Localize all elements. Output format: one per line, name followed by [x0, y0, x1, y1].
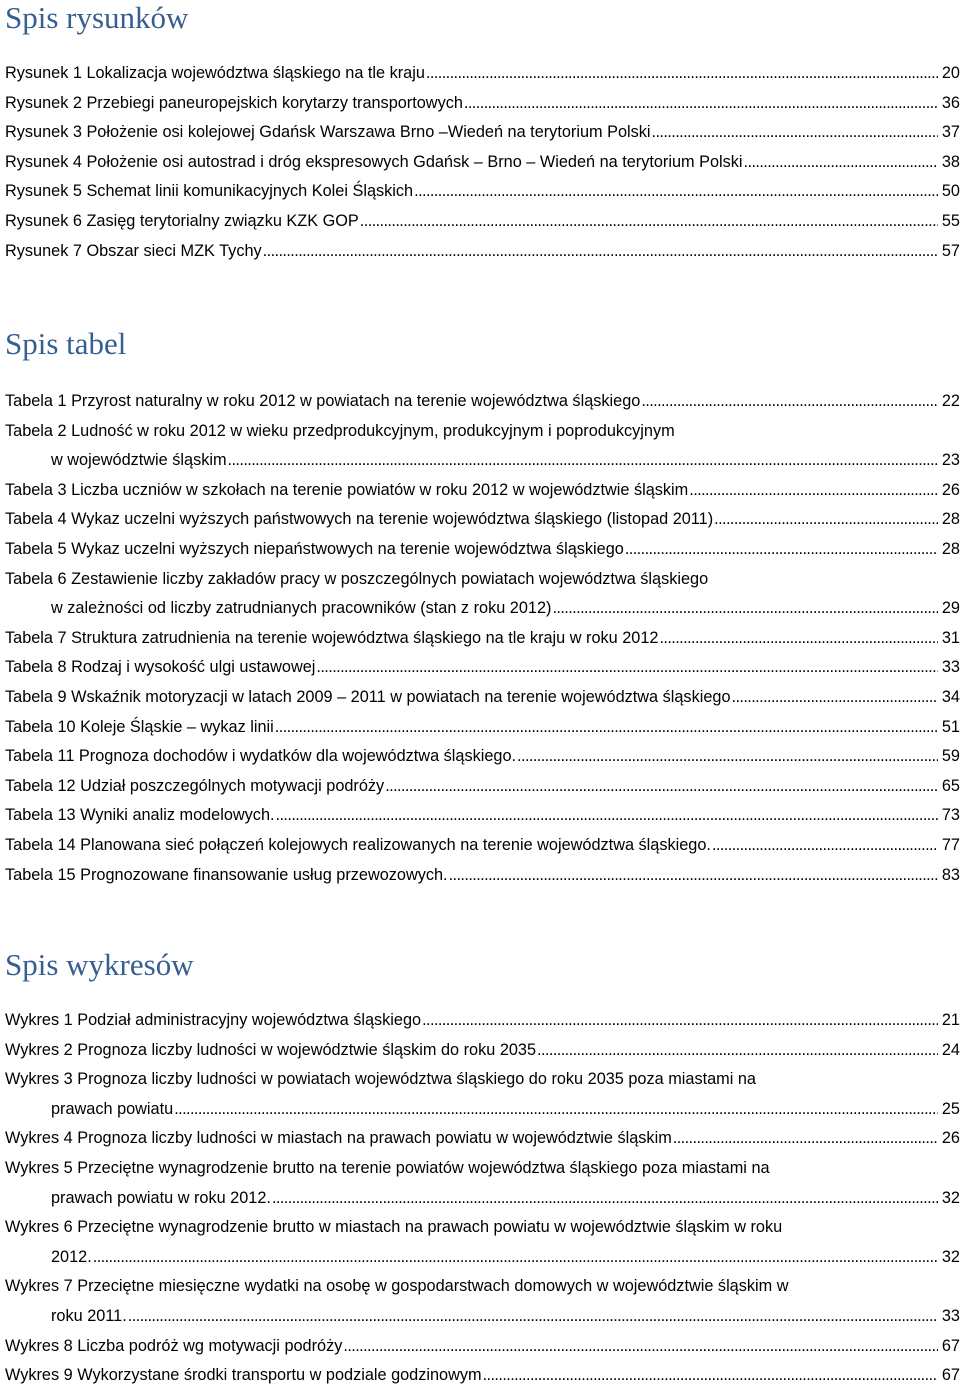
- dot-leader: [422, 1006, 938, 1036]
- table-page-number: 77: [941, 836, 960, 854]
- dot-leader: [464, 89, 938, 119]
- table-entry[interactable]: [5, 801, 960, 831]
- chart-entry-text: 2012.: [51, 1247, 92, 1266]
- table-entry[interactable]: [5, 387, 960, 417]
- chart-page-number: 32: [941, 1188, 960, 1207]
- chart-entry-text: Wykres 3 Prognoza liczby ludności w powiatach województwa śląskiego do roku 2035 poza miastami na: [5, 1070, 756, 1089]
- dot-leader: [228, 446, 938, 476]
- table-entry[interactable]: [5, 535, 960, 565]
- table-entry-text: Tabela 5 Wykaz uczelni wyższych niepaństwowych na terenie województwa śląskiego: [5, 540, 624, 558]
- figure-entry[interactable]: [5, 59, 960, 89]
- dot-leader: [275, 713, 938, 743]
- figure-page-number: 57: [941, 241, 960, 260]
- chart-entry-text: Wykres 6 Przeciętne wynagrodzenie brutto w miastach na prawach powiatu w województwie śląskim w roku: [5, 1218, 783, 1237]
- figure-entry-text: Rysunek 4 Położenie osi autostrad i dróg ekspresowych Gdańsk – Brno – Wiedeń na terytorium Polski: [5, 152, 743, 171]
- chart-entry[interactable]: [5, 1036, 960, 1066]
- figure-page-number: 37: [941, 123, 960, 142]
- dot-leader: [714, 505, 938, 535]
- dot-leader: [689, 476, 938, 506]
- chart-entry-text: prawach powiatu w roku 2012.: [51, 1188, 271, 1207]
- table-entry[interactable]: [5, 772, 960, 802]
- dot-leader: [272, 1184, 938, 1214]
- dot-leader: [343, 1332, 938, 1362]
- table-page-number: 33: [941, 658, 960, 677]
- figure-page-number: 50: [941, 182, 960, 201]
- table-entry-text: Tabela 14 Planowana sieć połączeń kolejowych realizowanych na terenie województwa śląskiego.: [5, 836, 711, 854]
- dot-leader: [732, 683, 939, 713]
- table-entry-text: Tabela 13 Wyniki analiz modelowych.: [5, 806, 275, 825]
- table-entry-text: w zależności od liczby zatrudnianych pracowników (stan z roku 2012): [51, 599, 552, 618]
- heading-tables: Spis tabel: [5, 326, 127, 361]
- heading-charts: Spis wykresów: [5, 947, 194, 982]
- table-page-number: 28: [941, 510, 960, 529]
- table-page-number: 65: [941, 776, 960, 795]
- table-entry[interactable]: [5, 713, 960, 743]
- dot-leader: [93, 1243, 938, 1273]
- table-entry-text: Tabela 1 Przyrost naturalny w roku 2012 w powiatach na terenie województwa śląskiego: [5, 392, 641, 410]
- dot-leader: [659, 624, 938, 654]
- dot-leader: [552, 594, 938, 624]
- dot-leader: [744, 148, 938, 178]
- table-entry-text: Tabela 10 Koleje Śląskie – wykaz linii: [5, 717, 274, 736]
- chart-entry[interactable]: [5, 1154, 960, 1213]
- dot-leader: [625, 535, 938, 565]
- chart-page-number: 67: [941, 1366, 960, 1385]
- chart-page-number: 67: [941, 1336, 960, 1355]
- table-page-number: 73: [941, 806, 960, 825]
- table-page-number: 51: [941, 717, 960, 736]
- table-entry-text: Tabela 7 Struktura zatrudnienia na terenie województwa śląskiego na tle kraju w roku 2012: [5, 628, 659, 647]
- chart-entry-text: Wykres 1 Podział administracyjny województwa śląskiego: [5, 1011, 422, 1029]
- table-page-number: 28: [941, 540, 960, 558]
- chart-entry-text: Wykres 7 Przeciętne miesięczne wydatki na osobę w gospodarstwach domowych w województwie śląskim w: [5, 1277, 789, 1296]
- table-page-number: 34: [941, 688, 960, 706]
- table-page-number: 59: [941, 747, 960, 766]
- heading-figures: Spis rysunków: [5, 0, 189, 35]
- dot-leader: [174, 1095, 938, 1125]
- dot-leader: [128, 1302, 938, 1332]
- figure-entry-text: Rysunek 7 Obszar sieci MZK Tychy: [5, 241, 262, 260]
- chart-entry-text: Wykres 4 Prognoza liczby ludności w miastach na prawach powiatu w województwie śląskim: [5, 1129, 672, 1148]
- table-entry[interactable]: [5, 565, 960, 624]
- figure-page-number: 55: [941, 212, 960, 230]
- table-page-number: 31: [941, 628, 960, 647]
- table-page-number: 29: [941, 599, 960, 618]
- table-entry[interactable]: [5, 624, 960, 654]
- chart-entry[interactable]: [5, 1065, 960, 1124]
- chart-entry-text: Wykres 5 Przeciętne wynagrodzenie brutto na terenie powiatów województwa śląskiego poza miastami na: [5, 1159, 770, 1177]
- dot-leader: [385, 772, 938, 802]
- chart-entry-text: Wykres 8 Liczba podróż wg motywacji podróży: [5, 1336, 343, 1355]
- chart-entry[interactable]: [5, 1272, 960, 1331]
- table-entry-text: Tabela 4 Wykaz uczelni wyższych państwowych na terenie województwa śląskiego (listopad 2011): [5, 510, 714, 529]
- figure-entry-text: Rysunek 3 Położenie osi kolejowej Gdańsk Warszawa Brno –Wiedeń na terytorium Polski: [5, 123, 651, 142]
- dot-leader: [517, 742, 938, 772]
- table-entry-text: Tabela 3 Liczba uczniów w szkołach na terenie powiatów w roku 2012 w województwie śląskim: [5, 480, 689, 499]
- figure-entry[interactable]: [5, 177, 960, 207]
- dot-leader: [360, 207, 938, 237]
- figure-entry[interactable]: [5, 89, 960, 119]
- chart-page-number: 21: [941, 1011, 960, 1029]
- chart-page-number: 25: [941, 1099, 960, 1118]
- chart-page-number: 33: [941, 1306, 960, 1325]
- figure-entry[interactable]: [5, 148, 960, 178]
- chart-entry-text: Wykres 2 Prognoza liczby ludności w województwie śląskim do roku 2035: [5, 1040, 537, 1059]
- chart-entry-text: roku 2011.: [51, 1306, 127, 1325]
- dot-leader: [263, 237, 938, 267]
- figure-entry[interactable]: [5, 118, 960, 148]
- table-page-number: 23: [941, 451, 960, 470]
- figure-entry[interactable]: [5, 207, 960, 237]
- chart-entry[interactable]: [5, 1332, 960, 1362]
- table-page-number: 83: [941, 865, 960, 884]
- dot-leader: [712, 831, 938, 861]
- table-page-number: 22: [941, 392, 960, 410]
- table-entry[interactable]: [5, 831, 960, 861]
- figure-entry-text: Rysunek 1 Lokalizacja województwa śląskiego na tle kraju: [5, 64, 425, 82]
- table-page-number: 26: [941, 480, 960, 499]
- dot-leader: [652, 118, 938, 148]
- chart-page-number: 24: [941, 1040, 960, 1059]
- figure-page-number: 38: [941, 152, 960, 171]
- dot-leader: [641, 387, 938, 417]
- table-entry-text: w województwie śląskim: [51, 451, 227, 470]
- table-entry[interactable]: [5, 476, 960, 506]
- chart-page-number: 32: [941, 1247, 960, 1266]
- chart-entry[interactable]: [5, 1213, 960, 1272]
- dot-leader: [537, 1036, 938, 1066]
- chart-entry-text: prawach powiatu: [51, 1099, 174, 1118]
- figure-entry-text: Rysunek 5 Schemat linii komunikacyjnych Kolei Śląskich: [5, 182, 414, 201]
- table-entry[interactable]: [5, 683, 960, 713]
- table-entry[interactable]: [5, 742, 960, 772]
- figure-entry-text: Rysunek 2 Przebiegi paneuropejskich korytarzy transportowych: [5, 93, 463, 112]
- table-entry-text: Tabela 9 Wskaźnik motoryzacji w latach 2009 – 2011 w powiatach na terenie województwa śląskiego: [5, 688, 731, 706]
- dot-leader: [449, 861, 938, 891]
- table-entry-text: Tabela 6 Zestawienie liczby zakładów pracy w poszczególnych powiatach województwa śląskiego: [5, 569, 709, 588]
- table-entry-text: Tabela 12 Udział poszczególnych motywacji podróży: [5, 776, 385, 795]
- chart-entry-text: Wykres 9 Wykorzystane środki transportu w podziale godzinowym: [5, 1366, 482, 1385]
- dot-leader: [316, 653, 938, 683]
- figure-entry-text: Rysunek 6 Zasięg terytorialny związku KZK GOP: [5, 212, 359, 230]
- table-entry[interactable]: [5, 505, 960, 535]
- table-entry-text: Tabela 2 Ludność w roku 2012 w wieku przedprodukcyjnym, produkcyjnym i poprodukcyjnym: [5, 421, 675, 440]
- table-entry[interactable]: [5, 653, 960, 683]
- table-entry-text: Tabela 8 Rodzaj i wysokość ulgi ustawowej: [5, 658, 316, 677]
- dot-leader: [276, 801, 938, 831]
- dot-leader: [414, 177, 938, 207]
- table-entry[interactable]: [5, 861, 960, 891]
- chart-entry[interactable]: [5, 1361, 960, 1391]
- table-entry-text: Tabela 11 Prognoza dochodów i wydatków dla województwa śląskiego.: [5, 747, 517, 766]
- dot-leader: [483, 1361, 938, 1391]
- chart-entry[interactable]: [5, 1006, 960, 1036]
- chart-page-number: 26: [941, 1129, 960, 1148]
- table-entry[interactable]: [5, 417, 960, 476]
- chart-entry[interactable]: [5, 1124, 960, 1154]
- table-entry-text: Tabela 15 Prognozowane finansowanie usług przewozowych.: [5, 865, 448, 884]
- figure-entry[interactable]: [5, 237, 960, 267]
- figure-page-number: 20: [941, 64, 960, 82]
- figure-page-number: 36: [941, 93, 960, 112]
- dot-leader: [673, 1124, 938, 1154]
- dot-leader: [426, 59, 938, 89]
